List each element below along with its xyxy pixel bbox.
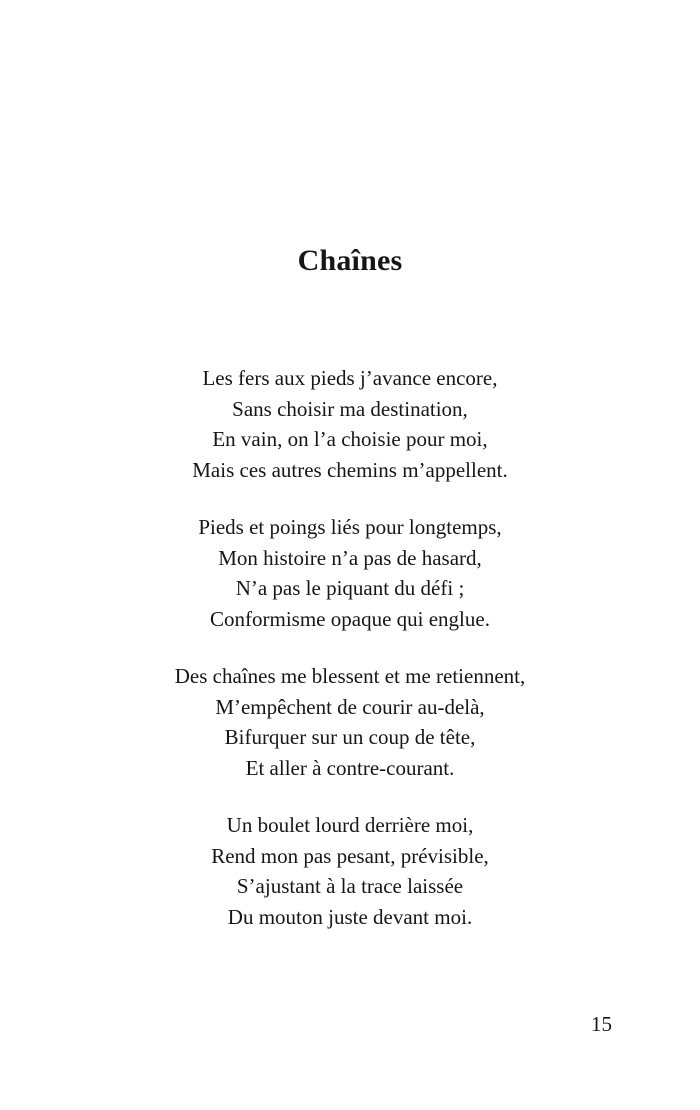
poem-line: Du mouton juste devant moi. xyxy=(227,904,473,929)
poem-line: Les fers aux pieds j’avance encore, xyxy=(202,366,498,390)
stanza-1 xyxy=(0,363,700,485)
poem-line: M’empêchent de courir au-delà, xyxy=(215,694,485,719)
poem-title: Chaînes xyxy=(297,244,403,277)
poem-line: Un boulet lourd derrière moi, xyxy=(226,813,474,837)
poem-line: N’a pas le piquant du défi ; xyxy=(235,576,465,600)
poem-line: Pieds et poings liés pour longtemps, xyxy=(198,515,502,539)
page-number: 15 xyxy=(591,1012,612,1036)
poem-line: Bifurquer sur un coup de tête, xyxy=(224,725,476,749)
poem-line: Des chaînes me blessent et me retiennent, xyxy=(174,664,526,688)
poem-line: En vain, on l’a choisie pour moi, xyxy=(212,427,488,451)
poem-line: Sans choisir ma destination, xyxy=(232,396,468,421)
poem-line: Conformisme opaque qui englue. xyxy=(210,606,490,631)
stanza-4 xyxy=(0,810,700,932)
poem-line: Rend mon pas pesant, prévisible, xyxy=(211,843,489,868)
poem-body xyxy=(0,363,700,959)
poem-line: S’ajustant à la trace laissée xyxy=(236,874,464,898)
stanza-3 xyxy=(0,661,700,783)
stanza-2 xyxy=(0,512,700,634)
poem-line: Mon histoire n’a pas de hasard, xyxy=(218,545,482,570)
poem-line: Mais ces autres chemins m’appellent. xyxy=(192,457,508,482)
poem-line: Et aller à contre-courant. xyxy=(245,755,455,780)
